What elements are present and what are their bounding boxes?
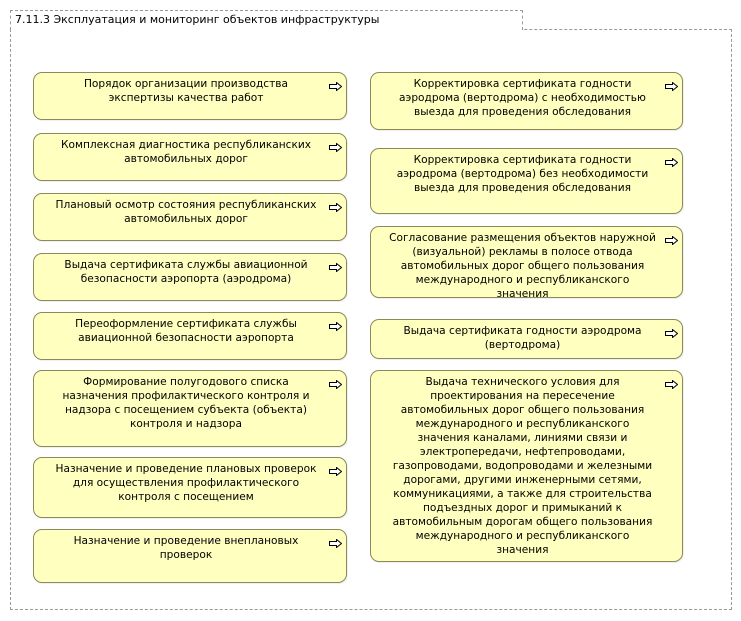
process-arrow-icon (329, 322, 342, 331)
node-unplanned-checks[interactable] (33, 529, 347, 583)
process-arrow-icon (665, 380, 678, 389)
node-label: Порядок организации производства экспертизы качества работ (83, 78, 289, 104)
node-aerodrome-cert-without-visit[interactable] (370, 148, 683, 214)
node-aviation-security-certificate[interactable] (33, 253, 347, 301)
process-arrow-icon (665, 329, 678, 338)
process-arrow-icon (329, 380, 342, 389)
group-tab[interactable] (10, 10, 523, 30)
node-label: Выдача сертификата службы авиационной безопасности аэропорта (аэродрома) (64, 259, 308, 285)
node-aviation-security-reissue[interactable] (33, 312, 347, 360)
node-label: Корректировка сертификата годности аэродрома (вертодрома) с необходимостью выезда для проведения обследования (399, 78, 646, 118)
node-semiannual-list[interactable] (33, 370, 347, 447)
node-label: Плановый осмотр состояния республиканских автомобильных дорог (55, 199, 317, 225)
process-arrow-icon (329, 467, 342, 476)
node-complex-diagnostics[interactable] (33, 133, 347, 181)
process-arrow-icon (329, 263, 342, 272)
node-label: Корректировка сертификата годности аэродрома (вертодрома) без необходимости выезда для проведения обследования (396, 154, 649, 194)
node-label: Назначение и проведение плановых проверок для осуществления профилактического контроля с посещением (55, 463, 317, 503)
process-arrow-icon (665, 158, 678, 167)
node-label: Назначение и проведение внеплановых проверок (73, 535, 299, 561)
node-planned-checks[interactable] (33, 457, 347, 518)
group-title: 7.11.3 Эксплуатация и мониторинг объектов инфраструктуры (15, 13, 380, 26)
node-label: Переоформление сертификата службы авиационной безопасности аэропорта (75, 318, 297, 344)
process-arrow-icon (665, 82, 678, 91)
node-label: Формирование полугодового списка назначения профилактического контроля и надзора с посещением субъекта (объекта) контроля и надзора (62, 376, 310, 430)
node-aerodrome-cert-with-visit[interactable] (370, 72, 683, 130)
process-arrow-icon (665, 236, 678, 245)
process-arrow-icon (329, 82, 342, 91)
node-label: Согласование размещения объектов наружной (визуальной) рекламы в полосе отвода автомобильных дорог общего пользования международного и республиканского значения (389, 232, 656, 300)
process-arrow-icon (329, 539, 342, 548)
node-aerodrome-cert-issue[interactable] (370, 319, 683, 359)
node-outdoor-advertising[interactable] (370, 226, 683, 298)
node-planned-inspection[interactable] (33, 193, 347, 241)
node-label: Выдача сертификата годности аэродрома (вертодрома) (403, 325, 642, 351)
node-technical-conditions[interactable] (370, 370, 683, 562)
node-expertise-organization[interactable] (33, 72, 347, 120)
node-label: Комплексная диагностика республиканских автомобильных дорог (60, 139, 312, 165)
process-arrow-icon (329, 203, 342, 212)
process-arrow-icon (329, 143, 342, 152)
node-label: Выдача технического условия для проектирования на пересечение автомобильных дорог общего пользования международного и республиканского значения каналами, линиями связи и электропередачи, нефтепроводами, газопроводами, водопроводами и железными дорогами, другими инженерными сетями, коммуникациями, а также для строительства подъездных дорог и примыканий к автомобильным дорогам общего пользования международного и республиканского значения (392, 376, 653, 556)
